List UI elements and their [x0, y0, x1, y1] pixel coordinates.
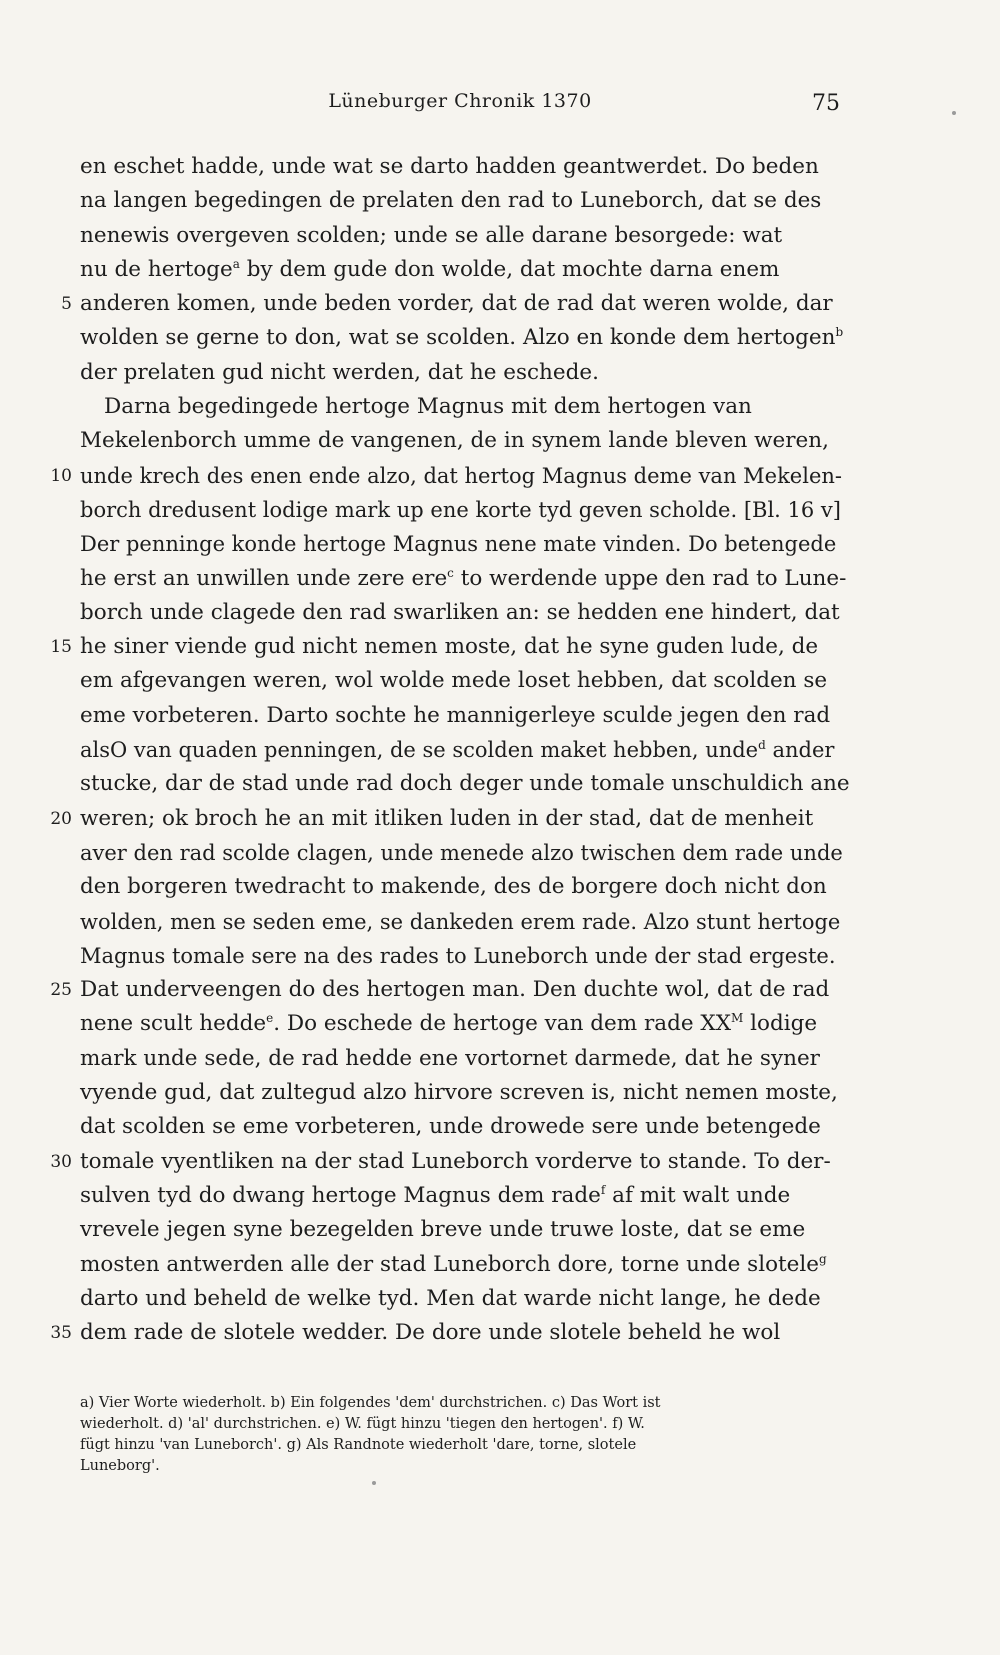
text-line [80, 905, 850, 939]
text-line [80, 390, 850, 424]
text-line [80, 767, 850, 801]
text-segment: mark unde sede, de rad hedde ene vortornet darmede, dat he syner [80, 1045, 820, 1071]
footnote-line: fügt hinzu 'van Luneborch'. g) Als Randnote wiederholt 'dare, torne, slotele [80, 1437, 637, 1453]
text-line [80, 493, 850, 527]
text-line [50, 802, 850, 836]
text-line [50, 1145, 850, 1179]
text-segment: dem rade de slotele wedder. De dore unde slotele beheld he wol [80, 1320, 781, 1346]
text-segment: Darna begedingede hertoge Magnus mit dem hertogen van [104, 394, 752, 420]
line-number: 10 [50, 465, 72, 486]
text-segment: der prelaten gud nicht werden, dat he eschede. [80, 359, 599, 385]
text-segment: Dat underveengen do des hertogen man. Den duchte wol, dat de rad [80, 977, 830, 1003]
footnote-marker: g [818, 1251, 827, 1266]
main-text [50, 150, 850, 1350]
text-line [80, 699, 850, 733]
text-segment: lodige [743, 1011, 818, 1037]
text-segment: to werdende uppe den rad to Lune- [453, 565, 847, 591]
text-segment: nene scult hedde [80, 1011, 267, 1037]
text-line [80, 664, 850, 698]
text-segment: tomale vyentliken na der stad Luneborch vorderve to stande. To der- [80, 1148, 831, 1174]
text-line [80, 1213, 850, 1247]
text-line [80, 253, 850, 287]
footnote-line: Luneborg'. [80, 1458, 160, 1474]
text-segment: vrevele jegen syne bezegelden breve unde truwe loste, dat se eme [80, 1217, 806, 1243]
footnote-marker: M [731, 1011, 744, 1026]
text-line [50, 630, 850, 664]
text-line [80, 150, 850, 184]
text-segment: mosten antwerden alle der stad Luneborch dore, torne unde slotele [80, 1251, 819, 1277]
text-line [80, 733, 850, 767]
text-line [80, 424, 850, 458]
text-segment: Mekelenborch umme de vangenen, de in synem lande bleven weren, [80, 428, 829, 454]
line-number: 30 [50, 1151, 72, 1172]
text-line [80, 870, 850, 904]
text-segment: den borgeren twedracht to makende, des de borgere doch nicht don [80, 874, 827, 900]
text-segment: nenewis overgeven scolden; unde se alle darane besorgede: wat [80, 222, 783, 248]
page-number: 75 [812, 91, 840, 116]
text-line [80, 1076, 850, 1110]
footnote-marker: d [758, 738, 766, 753]
text-line [50, 973, 850, 1007]
text-line [80, 836, 850, 870]
text-segment: darto und beheld de welke tyd. Men dat warde nicht lange, he dede [80, 1285, 821, 1311]
footnote-marker: c [447, 565, 454, 580]
text-segment: weren; ok broch he an mit itliken luden in der stad, dat de menheit [80, 805, 814, 831]
line-number: 5 [61, 294, 72, 315]
text-segment: he erst an unwillen unde zere ere [80, 565, 448, 591]
text-segment: borch dredusent lodige mark up ene korte tyd geven scholde. [Bl. 16 v] [80, 497, 841, 522]
text-segment: wolden se gerne to don, wat se scolden. Alzo en konde dem hertogen [80, 325, 836, 351]
text-line [80, 596, 850, 630]
footnote-line: wiederholt. d) 'al' durchstrichen. e) W. fügt hinzu 'tiegen den hertogen'. f) W. [80, 1416, 645, 1432]
footnote-marker: e [266, 1011, 274, 1026]
text-line [50, 1316, 850, 1350]
text-segment: he siner viende gud nicht nemen moste, dat he syne guden lude, de [80, 634, 819, 660]
text-segment: borch unde clagede den rad swarliken an: se hedden ene hindert, dat [80, 599, 840, 625]
text-segment: dat scolden se eme vorbeteren, unde drowede sere unde betengede [80, 1114, 821, 1140]
text-line [80, 1007, 850, 1041]
text-segment: Der penninge konde hertoge Magnus nene mate vinden. Do betengede [80, 532, 837, 557]
text-segment: stucke, dar de stad unde rad doch deger unde tomale unschuldich ane [80, 771, 850, 797]
text-line [80, 939, 850, 973]
footnote-marker: f [600, 1182, 606, 1197]
text-segment: na langen begedingen de prelaten den rad to Luneborch, dat se des [80, 188, 822, 214]
running-title: Lüneburger Chronik 1370 [328, 90, 592, 112]
text-line [61, 287, 850, 321]
footnote-line: a) Vier Worte wiederholt. b) Ein folgendes 'dem' durchstrichen. c) Das Wort ist [80, 1395, 661, 1411]
text-line [80, 1248, 850, 1282]
text-segment: sulven tyd do dwang hertoge Magnus dem rade [80, 1182, 601, 1208]
text-segment: ander [765, 738, 835, 763]
text-line [80, 1042, 850, 1076]
text-segment: by dem gude don wolde, dat mochte darna enem [239, 256, 780, 282]
text-line [80, 184, 850, 218]
text-line [80, 1179, 850, 1213]
text-segment: aver den rad scolde clagen, unde menede alzo twischen dem rade unde [80, 840, 843, 865]
text-line [80, 219, 850, 253]
text-segment: anderen komen, unde beden vorder, dat de rad dat weren wolde, dar [80, 291, 833, 317]
speck [952, 111, 956, 115]
footnotes [80, 1393, 850, 1477]
speck [372, 1481, 376, 1485]
text-segment: af mit walt unde [605, 1182, 791, 1208]
text-line [80, 527, 850, 561]
text-segment: wolden, men se seden eme, se dankeden erem rade. Alzo stunt hertoge [80, 909, 841, 934]
text-line [80, 321, 850, 355]
line-number: 15 [50, 637, 72, 658]
line-number: 25 [50, 980, 72, 1001]
text-segment: nu de hertoge [80, 256, 233, 282]
text-line [80, 1282, 850, 1316]
text-segment: . Do eschede de hertoge van dem rade XX [273, 1011, 732, 1037]
text-segment: unde krech des enen ende alzo, dat hertog Magnus deme van Mekelen- [80, 463, 842, 488]
text-segment: en eschet hadde, unde wat se darto hadden geantwerdet. Do beden [80, 154, 819, 179]
line-number: 35 [50, 1323, 72, 1344]
text-segment: em afgevangen weren, wol wolde mede loset hebben, dat scolden se [80, 668, 828, 694]
text-line [50, 459, 850, 493]
text-segment: eme vorbeteren. Darto sochte he mannigerleye sculde jegen den rad [80, 702, 831, 728]
footnote-marker: b [835, 325, 844, 340]
line-number: 20 [50, 808, 72, 829]
text-line [80, 356, 850, 390]
text-segment: vyende gud, dat zultegud alzo hirvore screven is, nicht nemen moste, [80, 1080, 838, 1106]
text-line [80, 562, 850, 596]
text-segment: alsO van quaden penningen, de se scolden maket hebben, unde [80, 738, 759, 763]
text-line [80, 1110, 850, 1144]
text-segment: Magnus tomale sere na des rades to Luneborch unde der stad ergeste. [80, 943, 836, 968]
footnote-marker: a [232, 256, 240, 271]
